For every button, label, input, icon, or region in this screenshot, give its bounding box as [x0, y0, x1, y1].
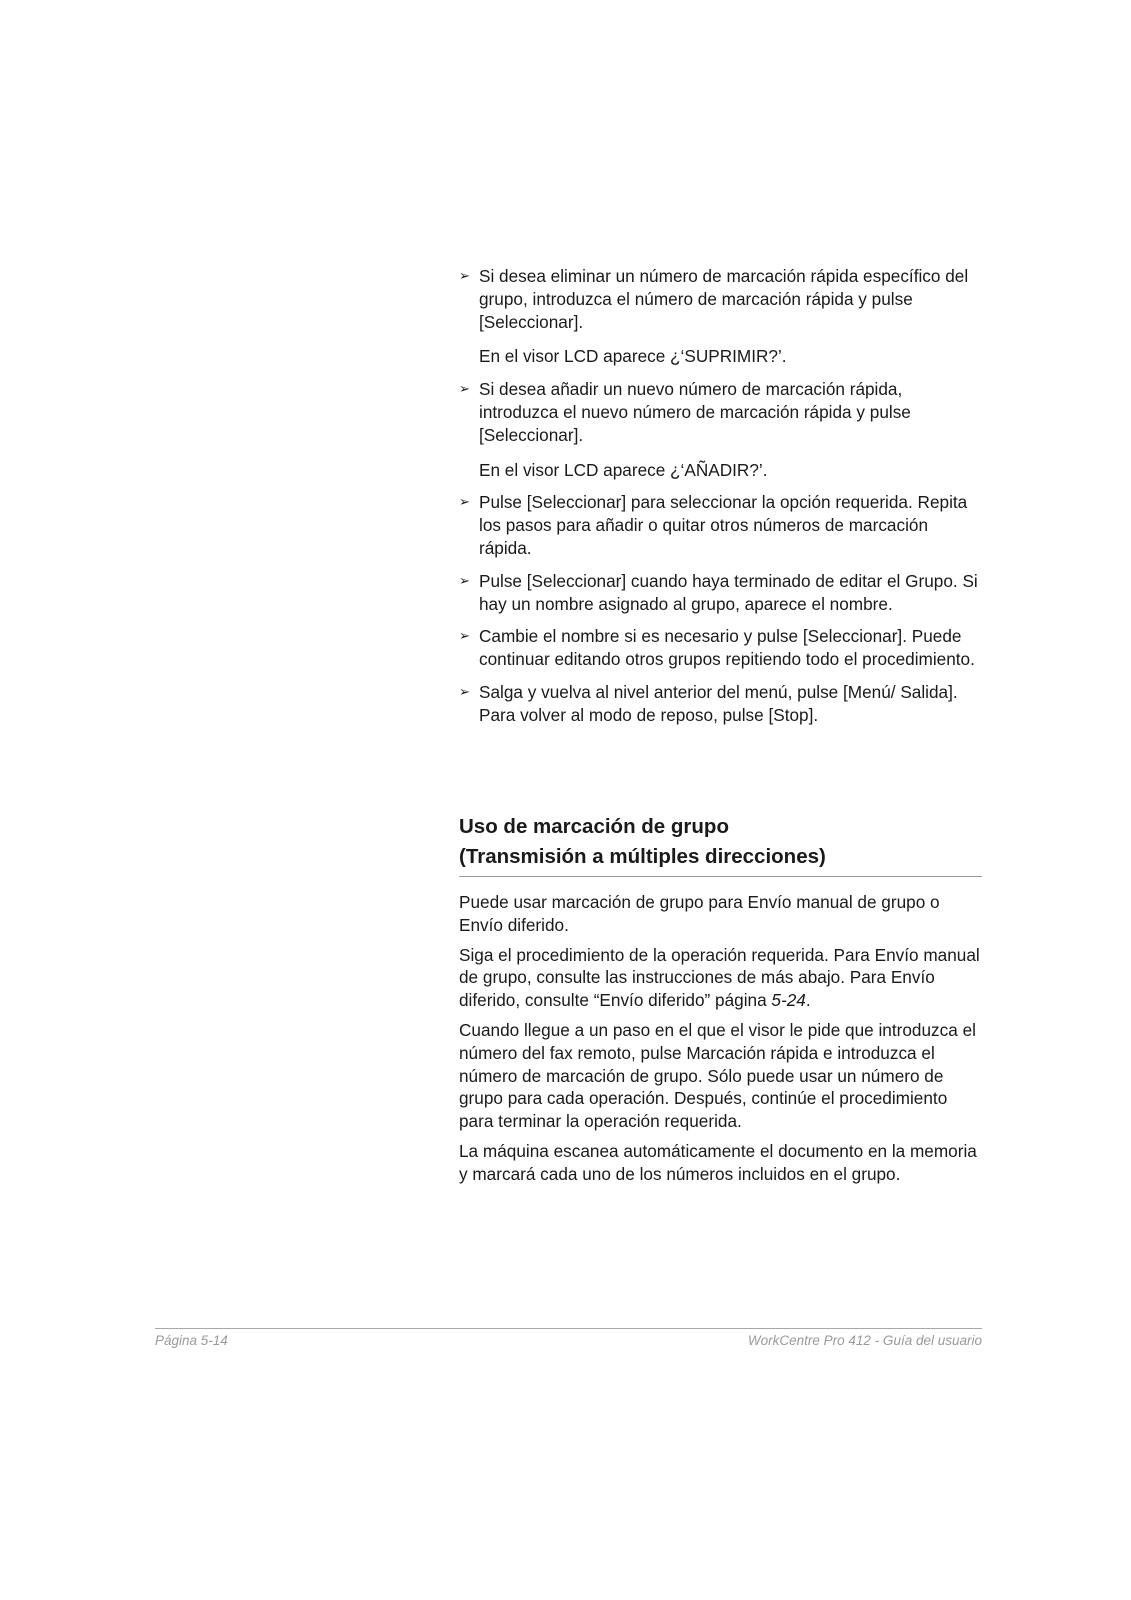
paragraph-text: Siga el procedimiento de la operación requerida. Para Envío manual de grupo, consulte las instrucciones de más abajo. Para Envío diferido, consulte “Envío diferido” página [459, 944, 980, 1011]
step-list [459, 265, 979, 737]
list-item [459, 491, 979, 559]
list-item-text: Si desea añadir un nuevo número de marcación rápida, introduzca el nuevo número de marcación rápida y pulse [Seleccionar]. [479, 379, 911, 445]
footer-page-number: Página 5-14 [155, 1333, 228, 1348]
page-reference-link[interactable]: 5-24 [771, 990, 806, 1011]
footer-document-title: WorkCentre Pro 412 - Guía del usuario [747, 1333, 982, 1348]
arrow-bullet-icon: ➢ [459, 572, 470, 588]
list-item-note: En el visor LCD aparece ¿‘AÑADIR?’. [479, 459, 768, 480]
arrow-bullet-icon: ➢ [459, 381, 470, 397]
list-item-text: Cambie el nombre si es necesario y pulse [Seleccionar]. Puede continuar editando otros grupos repitiendo todo el procedimiento. [479, 626, 975, 670]
list-item-text: Pulse [Seleccionar] cuando haya terminado de editar el Grupo. Si hay un nombre asignado al grupo, aparece el nombre. [479, 570, 978, 614]
list-item [459, 378, 979, 481]
list-item [459, 570, 979, 616]
arrow-bullet-icon: ➢ [459, 494, 470, 510]
section-heading [459, 812, 982, 877]
paragraph: Cuando llegue a un paso en el que el visor le pide que introduzca el número del fax remoto, pulse Marcación rápida e introduzca el número de marcación de grupo. Sólo puede usar un número de grupo para cada operación. Después, continúe el procedimiento para terminar la operación requerida. [459, 1019, 976, 1132]
footer-divider [155, 1328, 982, 1329]
section-heading-line2: (Transmisión a múltiples direcciones) [459, 845, 826, 868]
paragraph: La máquina escanea automáticamente el documento en la memoria y marcará cada uno de los números incluidos en el grupo. [459, 1140, 977, 1184]
list-item [459, 265, 979, 368]
list-item-text: Si desea eliminar un número de marcación rápida específico del grupo, introduzca el número de marcación rápida y pulse [Seleccionar]. [479, 266, 969, 332]
list-item-text: Pulse [Seleccionar] para seleccionar la opción requerida. Repita los pasos para añadir o quitar otros números de marcación rápida. [479, 492, 968, 558]
list-item-text: Salga y vuelva al nivel anterior del menú, pulse [Menú/ Salida]. Para volver al modo de reposo, pulse [Stop]. [479, 681, 958, 725]
list-item [459, 625, 979, 671]
list-item-note: En el visor LCD aparece ¿‘SUPRIMIR?’. [479, 346, 787, 367]
section-heading-line1: Uso de marcación de grupo [459, 815, 729, 838]
paragraph: Puede usar marcación de grupo para Envío manual de grupo o Envío diferido. [459, 892, 940, 935]
section-body [459, 891, 984, 1193]
paragraph-text: . [805, 990, 811, 1011]
paragraph [459, 944, 984, 1012]
arrow-bullet-icon: ➢ [459, 628, 470, 644]
list-item [459, 681, 979, 727]
arrow-bullet-icon: ➢ [459, 683, 470, 699]
arrow-bullet-icon: ➢ [459, 268, 470, 283]
